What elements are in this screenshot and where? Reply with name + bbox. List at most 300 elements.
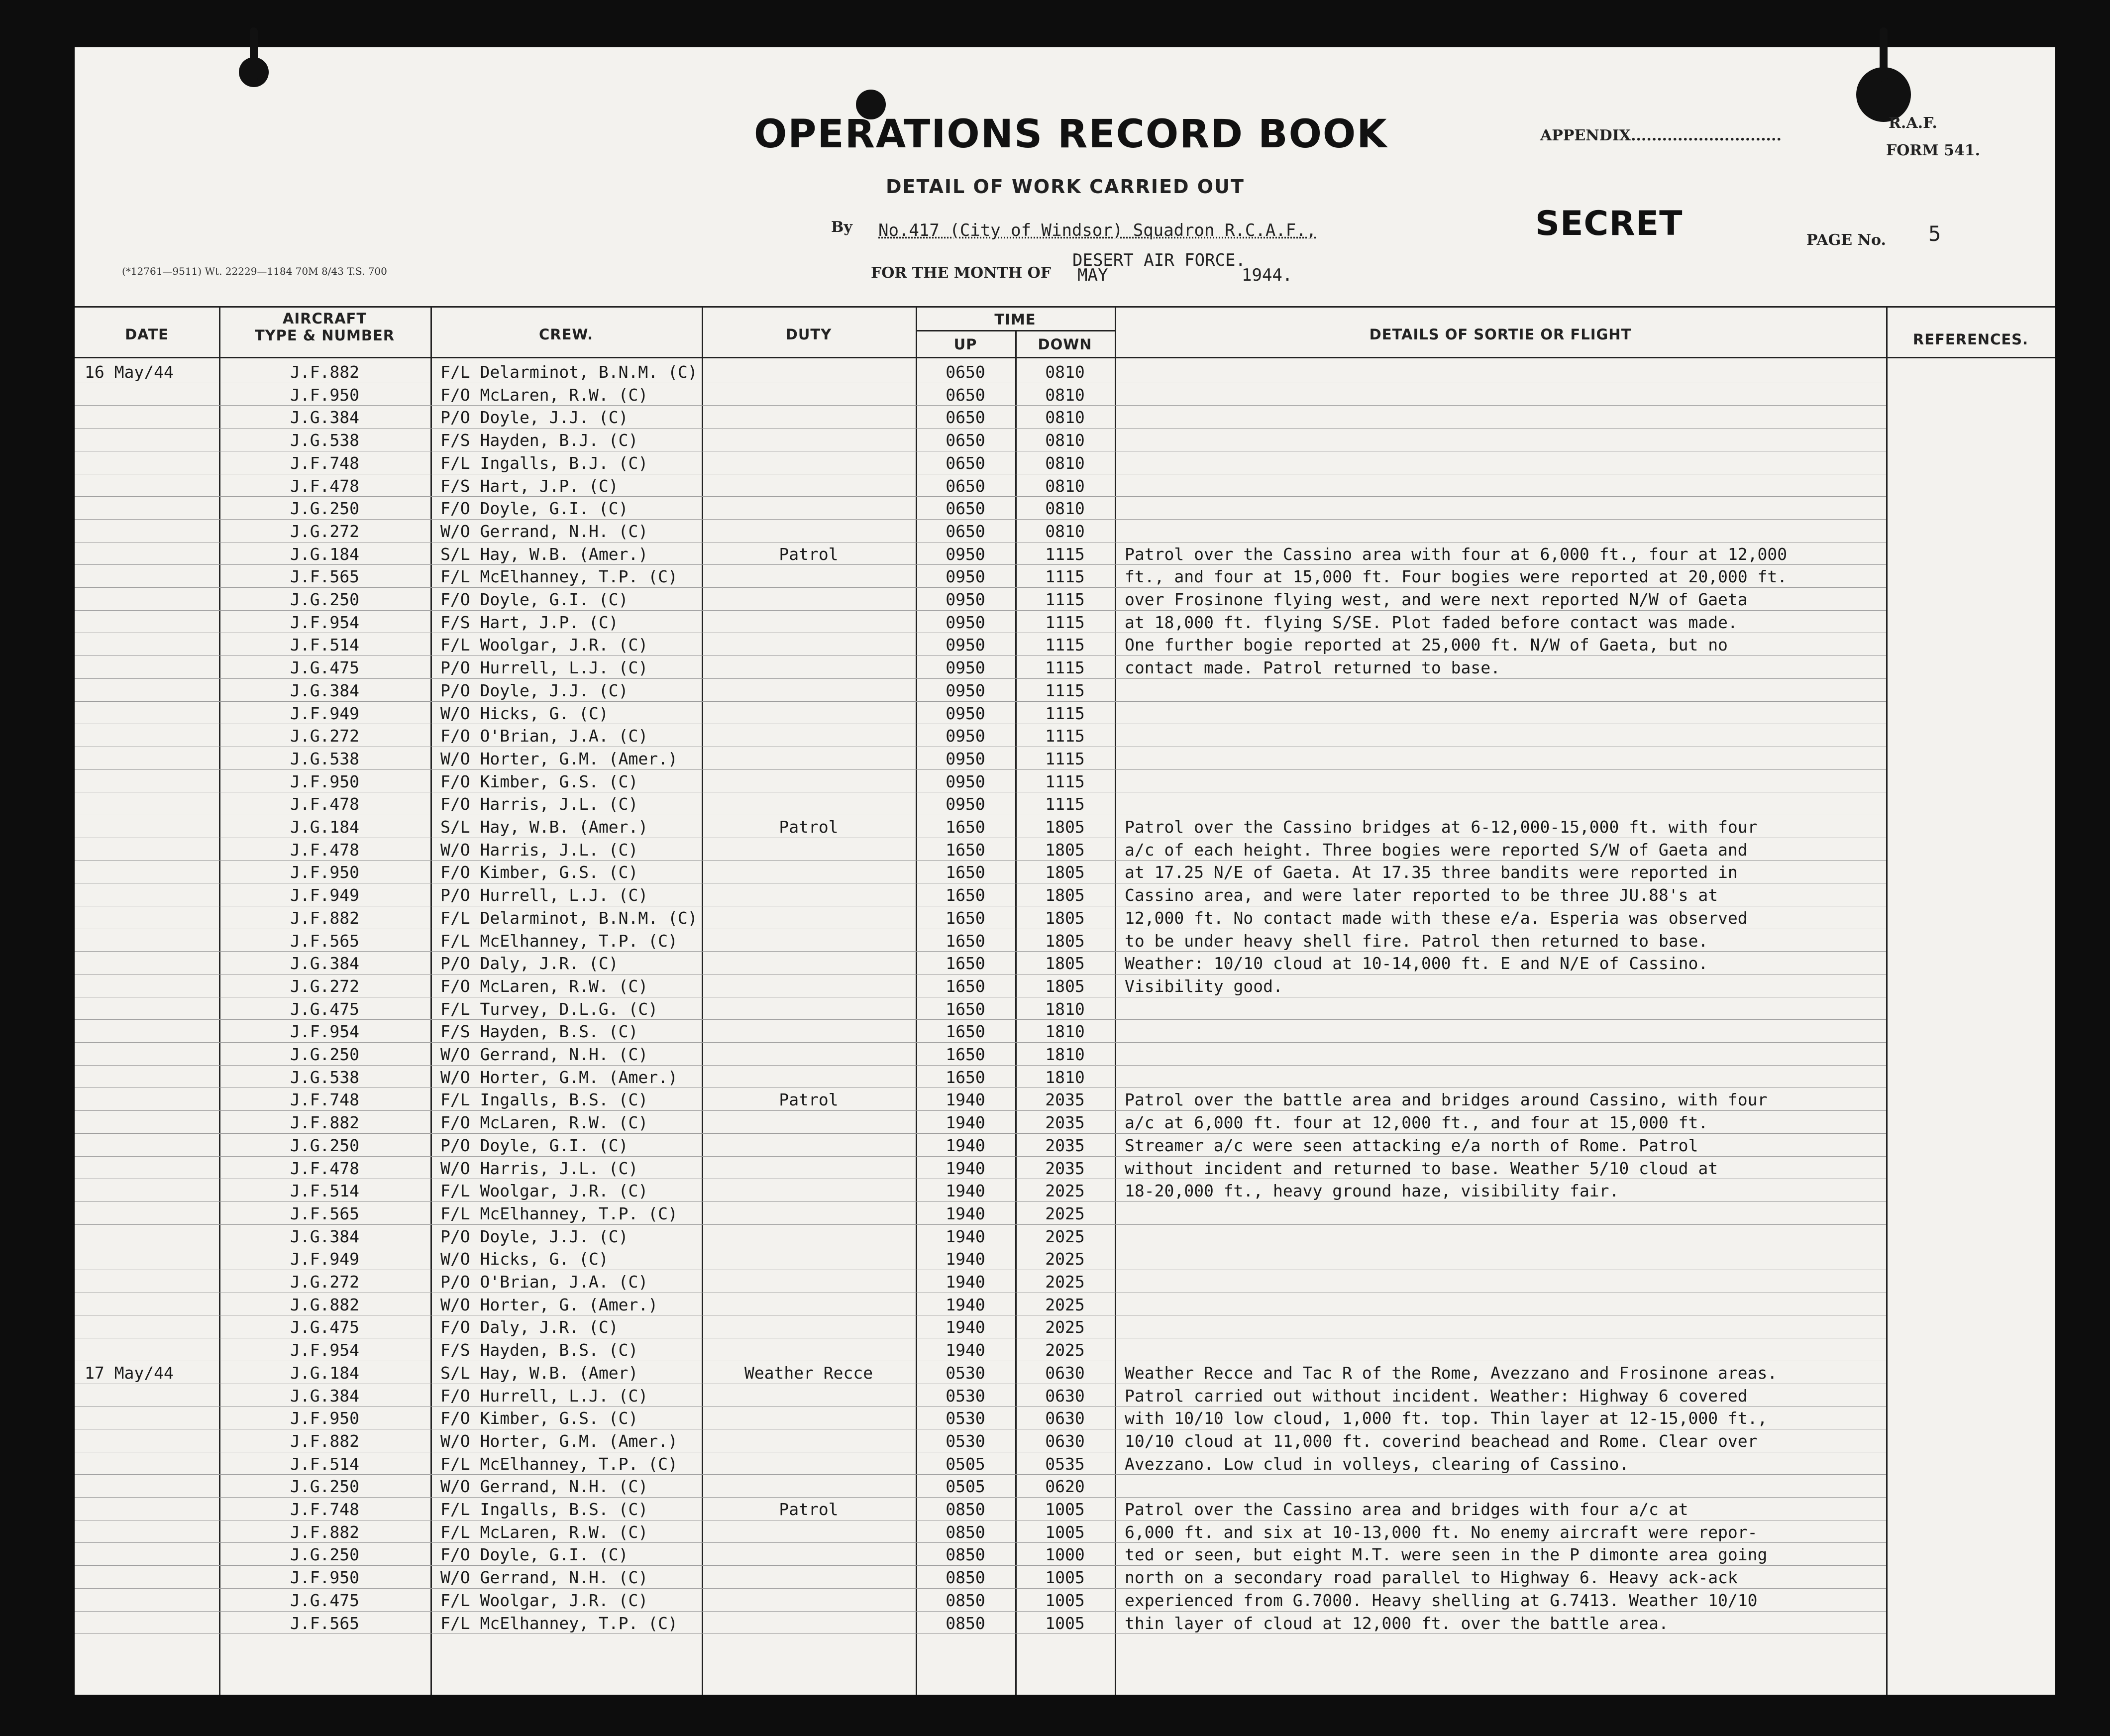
aircraft-cell: J.G.475	[290, 1590, 360, 1610]
form-title: OPERATIONS RECORD BOOK	[754, 112, 1388, 157]
aircraft-cell: J.G.250	[290, 1477, 360, 1497]
aircraft-cell: J.G.250	[290, 1045, 360, 1064]
time-down-cell: 1115	[1045, 771, 1085, 791]
aircraft-cell: J.F.478	[290, 1158, 360, 1178]
aircraft-cell: J.F.954	[290, 1022, 360, 1042]
aircraft-cell: J.F.478	[290, 840, 360, 860]
aircraft-cell: J.F.748	[290, 1090, 360, 1110]
crew-cell: F/O Kimber, G.S. (C)	[440, 863, 638, 882]
time-up-cell: 0950	[946, 749, 985, 768]
time-up-cell: 0650	[946, 476, 985, 496]
crew-cell: P/O Hurrell, L.J. (C)	[440, 658, 648, 678]
month-label: FOR THE MONTH OF	[871, 264, 1052, 282]
row-rule	[75, 1497, 1886, 1498]
col-header-duty: DUTY	[785, 326, 832, 343]
aircraft-cell: J.F.882	[290, 908, 360, 928]
time-down-cell: 1805	[1045, 908, 1085, 928]
time-down-cell: 2025	[1045, 1249, 1085, 1269]
aircraft-cell: J.F.478	[290, 476, 360, 496]
crew-cell: W/O Gerrand, N.H. (C)	[440, 1568, 648, 1588]
crew-cell: F/S Hayden, B.S. (C)	[440, 1340, 638, 1360]
detail-line: One further bogie reported at 25,000 ft. N/W of Gaeta, but no	[1125, 636, 1728, 654]
binder-pin	[1880, 27, 1888, 82]
time-up-cell: 1650	[946, 817, 985, 837]
detail-line: Weather Recce and Tac R of the Rome, Avezzano and Frosinone areas.	[1125, 1364, 1778, 1382]
crew-cell: F/O McLaren, R.W. (C)	[440, 976, 648, 996]
aircraft-cell: J.F.950	[290, 385, 360, 405]
time-down-cell: 1005	[1045, 1590, 1085, 1610]
time-up-cell: 1650	[946, 954, 985, 974]
aircraft-cell: J.F.949	[290, 703, 360, 723]
row-rule	[75, 1042, 1886, 1043]
crew-cell: F/S Hart, J.P. (C)	[440, 476, 619, 496]
time-up-cell: 1650	[946, 840, 985, 860]
time-down-cell: 2025	[1045, 1181, 1085, 1201]
detail-line: 18-20,000 ft., heavy ground haze, visibility fair.	[1125, 1182, 1619, 1200]
detail-line: Patrol over the Cassino bridges at 6-12,000-15,000 ft. with four	[1125, 818, 1758, 836]
crew-cell: W/O Horter, G.M. (Amer.)	[440, 1431, 678, 1451]
col-rule	[702, 306, 703, 1695]
row-rule	[75, 655, 1886, 656]
table-header-rule	[75, 357, 2055, 358]
time-up-cell: 0530	[946, 1386, 985, 1406]
crew-cell: F/L McElhanney, T.P. (C)	[440, 1454, 678, 1474]
time-down-cell: 0810	[1045, 362, 1085, 382]
aircraft-cell: J.F.882	[290, 1431, 360, 1451]
duty-cell: Weather Recce	[744, 1363, 873, 1383]
detail-line: north on a secondary road parallel to Highway 6. Heavy ack-ack	[1125, 1569, 1738, 1587]
time-down-cell: 1810	[1045, 1067, 1085, 1087]
duty-cell: Patrol	[779, 544, 839, 564]
aircraft-cell: J.G.475	[290, 999, 360, 1019]
binder-pin	[250, 27, 258, 82]
detail-line: ft., and four at 15,000 ft. Four bogies were reported at 20,000 ft.	[1125, 568, 1788, 586]
time-up-cell: 0530	[946, 1431, 985, 1451]
crew-cell: S/L Hay, W.B. (Amer)	[440, 1363, 638, 1383]
crew-cell: P/O Doyle, J.J. (C)	[440, 680, 629, 700]
detail-line: a/c at 6,000 ft. four at 12,000 ft., and four at 15,000 ft.	[1125, 1114, 1708, 1132]
time-up-cell: 0950	[946, 771, 985, 791]
time-up-cell: 1650	[946, 1067, 985, 1087]
time-up-cell: 0530	[946, 1409, 985, 1428]
time-down-cell: 1005	[1045, 1522, 1085, 1542]
col-rule	[430, 306, 432, 1695]
row-rule	[75, 405, 1886, 406]
col-header-date: DATE	[125, 326, 169, 343]
time-down-cell: 1810	[1045, 1045, 1085, 1064]
print-code: (*12761—9511) Wt. 22229—1184 70M 8/43 T.S. 700	[122, 265, 387, 277]
time-down-cell: 2035	[1045, 1135, 1085, 1155]
time-up-cell: 1650	[946, 863, 985, 882]
row-rule	[75, 1065, 1886, 1066]
time-down-cell: 0535	[1045, 1454, 1085, 1474]
detail-line: 10/10 cloud at 11,000 ft. coverind beachead and Rome. Clear over	[1125, 1432, 1758, 1450]
crew-cell: F/O Harris, J.L. (C)	[440, 794, 638, 814]
row-rule	[75, 1406, 1886, 1407]
aircraft-cell: J.G.250	[290, 499, 360, 519]
crew-cell: F/O Kimber, G.S. (C)	[440, 771, 638, 791]
detail-line: Weather: 10/10 cloud at 10-14,000 ft. E and N/E of Cassino.	[1125, 955, 1708, 973]
row-rule	[75, 1474, 1886, 1475]
year-value: 1944.	[1242, 265, 1293, 285]
by-label: By	[831, 218, 852, 236]
row-rule	[75, 1542, 1886, 1543]
aircraft-cell: J.G.250	[290, 590, 360, 609]
time-up-cell: 1940	[946, 1090, 985, 1110]
crew-cell: W/O Horter, G.M. (Amer.)	[440, 1067, 678, 1087]
aircraft-cell: J.G.384	[290, 1226, 360, 1246]
crew-cell: P/O Hurrell, L.J. (C)	[440, 885, 648, 905]
crew-cell: P/O Doyle, G.I. (C)	[440, 1135, 629, 1155]
aircraft-cell: J.G.250	[290, 1545, 360, 1565]
row-rule	[75, 1019, 1886, 1020]
time-down-cell: 0810	[1045, 385, 1085, 405]
aircraft-cell: J.F.748	[290, 1500, 360, 1519]
date-cell: 17 May/44	[85, 1363, 174, 1383]
time-down-cell: 0630	[1045, 1363, 1085, 1383]
detail-line: over Frosinone flying west, and were next reported N/W of Gaeta	[1125, 591, 1748, 609]
aircraft-cell: J.G.184	[290, 544, 360, 564]
time-up-cell: 1650	[946, 1022, 985, 1042]
crew-cell: W/O Horter, G.M. (Amer.)	[440, 749, 678, 768]
detail-line: to be under heavy shell fire. Patrol then returned to base.	[1125, 932, 1708, 950]
crew-cell: F/L Delarminot, B.N.M. (C)	[440, 362, 698, 382]
crew-cell: F/O Doyle, G.I. (C)	[440, 590, 629, 609]
row-rule	[75, 1224, 1886, 1225]
crew-cell: F/L McElhanney, T.P. (C)	[440, 1203, 678, 1223]
col-header-crew: CREW.	[538, 326, 594, 343]
time-up-cell: 1940	[946, 1249, 985, 1269]
time-down-cell: 1005	[1045, 1613, 1085, 1633]
time-down-cell: 2025	[1045, 1272, 1085, 1292]
detail-line: at 17.25 N/E of Gaeta. At 17.35 three bandits were reported in	[1125, 864, 1738, 882]
col-rule	[1115, 306, 1116, 1695]
detail-line: 6,000 ft. and six at 10-13,000 ft. No enemy aircraft were repor-	[1125, 1523, 1758, 1541]
aircraft-cell: J.F.950	[290, 771, 360, 791]
row-rule	[75, 428, 1886, 429]
crew-cell: F/O O'Brian, J.A. (C)	[440, 726, 648, 746]
table-top-rule	[75, 306, 2055, 308]
col-header-down: DOWN	[1038, 336, 1092, 353]
time-up-cell: 0950	[946, 703, 985, 723]
time-down-cell: 1805	[1045, 840, 1085, 860]
time-up-cell: 1650	[946, 931, 985, 951]
aircraft-cell: J.G.250	[290, 1135, 360, 1155]
aircraft-cell: J.F.949	[290, 885, 360, 905]
time-up-cell: 1940	[946, 1158, 985, 1178]
aircraft-cell: J.F.882	[290, 1113, 360, 1133]
aircraft-cell: J.F.565	[290, 1203, 360, 1223]
time-up-cell: 1940	[946, 1226, 985, 1246]
crew-cell: W/O Gerrand, N.H. (C)	[440, 1477, 648, 1497]
time-down-cell: 1805	[1045, 817, 1085, 837]
aircraft-cell: J.F.954	[290, 1340, 360, 1360]
crew-cell: W/O Gerrand, N.H. (C)	[440, 521, 648, 541]
row-rule	[75, 1156, 1886, 1157]
aircraft-cell: J.G.538	[290, 1067, 360, 1087]
time-up-cell: 0950	[946, 680, 985, 700]
crew-cell: F/O Doyle, G.I. (C)	[440, 499, 629, 519]
detail-line: with 10/10 low cloud, 1,000 ft. top. Thin layer at 12-15,000 ft.,	[1125, 1410, 1768, 1428]
aircraft-cell: J.F.950	[290, 1409, 360, 1428]
aircraft-cell: J.F.949	[290, 1249, 360, 1269]
row-rule	[75, 496, 1886, 497]
col-header-details: DETAILS OF SORTIE OR FLIGHT	[1369, 326, 1632, 343]
time-down-cell: 0810	[1045, 431, 1085, 450]
aircraft-cell: J.G.538	[290, 749, 360, 768]
time-down-cell: 1805	[1045, 976, 1085, 996]
detail-line: Patrol over the Cassino area and bridges with four a/c at	[1125, 1501, 1688, 1519]
crew-cell: F/L Ingalls, B.S. (C)	[440, 1090, 648, 1110]
aircraft-cell: J.G.384	[290, 680, 360, 700]
time-up-cell: 0950	[946, 794, 985, 814]
crew-cell: F/S Hart, J.P. (C)	[440, 612, 619, 632]
time-up-cell: 0850	[946, 1590, 985, 1610]
time-up-cell: 1940	[946, 1135, 985, 1155]
detail-line: Patrol over the Cassino area with four at 6,000 ft., four at 12,000	[1125, 545, 1788, 563]
time-down-cell: 1805	[1045, 885, 1085, 905]
time-down-cell: 1115	[1045, 680, 1085, 700]
aircraft-cell: J.G.272	[290, 976, 360, 996]
crew-cell: W/O Hicks, G. (C)	[440, 703, 609, 723]
time-down-cell: 1115	[1045, 612, 1085, 632]
col-rule	[1886, 306, 1888, 1695]
time-up-cell: 0950	[946, 726, 985, 746]
row-rule	[75, 769, 1886, 770]
time-up-cell: 1650	[946, 999, 985, 1019]
crew-cell: W/O Horter, G. (Amer.)	[440, 1295, 658, 1314]
aircraft-cell: J.F.882	[290, 362, 360, 382]
page-number: 5	[1928, 221, 1941, 246]
aircraft-cell: J.F.565	[290, 1613, 360, 1633]
row-rule	[75, 701, 1886, 702]
aircraft-cell: J.G.272	[290, 1272, 360, 1292]
time-up-cell: 0650	[946, 408, 985, 428]
crew-cell: F/O Doyle, G.I. (C)	[440, 1545, 629, 1565]
time-up-cell: 0950	[946, 658, 985, 678]
form-subtitle: DETAIL OF WORK CARRIED OUT	[886, 176, 1245, 198]
time-down-cell: 0630	[1045, 1431, 1085, 1451]
aircraft-cell: J.G.475	[290, 1317, 360, 1337]
time-down-cell: 0810	[1045, 453, 1085, 473]
time-down-cell: 0630	[1045, 1386, 1085, 1406]
detail-line: a/c of each height. Three bogies were reported S/W of Gaeta and	[1125, 841, 1748, 859]
aircraft-cell: J.F.514	[290, 1181, 360, 1201]
crew-cell: W/O Hicks, G. (C)	[440, 1249, 609, 1269]
time-down-cell: 1115	[1045, 590, 1085, 609]
row-rule	[75, 1588, 1886, 1589]
row-rule	[75, 564, 1886, 565]
crew-cell: P/O O'Brian, J.A. (C)	[440, 1272, 648, 1292]
time-up-cell: 0950	[946, 635, 985, 655]
time-down-cell: 2025	[1045, 1203, 1085, 1223]
time-down-cell: 1005	[1045, 1568, 1085, 1588]
form-number: FORM 541.	[1886, 142, 1981, 159]
time-down-cell: 2035	[1045, 1090, 1085, 1110]
time-down-cell: 1115	[1045, 635, 1085, 655]
aircraft-cell: J.F.514	[290, 1454, 360, 1474]
crew-cell: F/L Woolgar, J.R. (C)	[440, 1590, 648, 1610]
time-up-cell: 1940	[946, 1340, 985, 1360]
time-up-cell: 0950	[946, 612, 985, 632]
crew-cell: F/L Woolgar, J.R. (C)	[440, 635, 648, 655]
crew-cell: F/O Hurrell, L.J. (C)	[440, 1386, 648, 1406]
form-raf: R.A.F.	[1889, 114, 1937, 132]
aircraft-cell: J.F.950	[290, 1568, 360, 1588]
crew-cell: F/L Turvey, D.L.G. (C)	[440, 999, 658, 1019]
time-down-cell: 1805	[1045, 931, 1085, 951]
aircraft-cell: J.G.384	[290, 408, 360, 428]
aircraft-cell: J.F.954	[290, 612, 360, 632]
crew-cell: F/L Ingalls, B.J. (C)	[440, 453, 648, 473]
formation-name: DESERT AIR FORCE.	[1072, 250, 1246, 270]
col-header-up: UP	[953, 336, 977, 353]
squadron-name: No.417 (City of Windsor) Squadron R.C.A.F.,	[878, 220, 1317, 240]
time-down-cell: 0810	[1045, 408, 1085, 428]
col-header-time: TIME	[994, 311, 1036, 328]
time-down-cell: 0630	[1045, 1409, 1085, 1428]
row-rule	[75, 678, 1886, 679]
time-up-cell: 1650	[946, 885, 985, 905]
time-down-cell: 1115	[1045, 567, 1085, 587]
row-rule	[75, 951, 1886, 952]
time-up-cell: 0850	[946, 1522, 985, 1542]
aircraft-cell: J.G.384	[290, 1386, 360, 1406]
time-up-cell: 1940	[946, 1203, 985, 1223]
time-up-cell: 0650	[946, 431, 985, 450]
crew-cell: W/O Gerrand, N.H. (C)	[440, 1045, 648, 1064]
aircraft-cell: J.F.882	[290, 1522, 360, 1542]
col-header-aircraft: AIRCRAFT	[282, 310, 367, 327]
crew-cell: F/L Woolgar, J.R. (C)	[440, 1181, 648, 1201]
row-rule	[75, 1133, 1886, 1134]
time-up-cell: 1650	[946, 908, 985, 928]
record-page	[75, 47, 2055, 1695]
aircraft-cell: J.G.538	[290, 431, 360, 450]
detail-line: thin layer of cloud at 12,000 ft. over the battle area.	[1125, 1614, 1669, 1632]
time-down-cell: 1115	[1045, 794, 1085, 814]
time-up-cell: 0505	[946, 1477, 985, 1497]
aircraft-cell: J.G.184	[290, 817, 360, 837]
col-header-aircraft-type: TYPE & NUMBER	[254, 327, 395, 344]
aircraft-cell: J.F.565	[290, 931, 360, 951]
crew-cell: S/L Hay, W.B. (Amer.)	[440, 544, 648, 564]
time-down-cell: 1810	[1045, 999, 1085, 1019]
crew-cell: F/L McLaren, R.W. (C)	[440, 1522, 648, 1542]
row-rule	[75, 974, 1886, 975]
time-up-cell: 0505	[946, 1454, 985, 1474]
page-label: PAGE No.	[1806, 231, 1886, 249]
aircraft-cell: J.G.272	[290, 726, 360, 746]
row-rule	[75, 1611, 1886, 1612]
time-down-cell: 1805	[1045, 954, 1085, 974]
aircraft-cell: J.F.514	[290, 635, 360, 655]
time-up-cell: 0850	[946, 1613, 985, 1633]
aircraft-cell: J.G.882	[290, 1295, 360, 1314]
time-down-cell: 2035	[1045, 1158, 1085, 1178]
secret-stamp: SECRET	[1535, 204, 1683, 243]
time-down-cell: 2025	[1045, 1340, 1085, 1360]
time-up-cell: 0850	[946, 1545, 985, 1565]
time-down-cell: 1115	[1045, 749, 1085, 768]
row-rule	[75, 1565, 1886, 1566]
time-down-cell: 1805	[1045, 863, 1085, 882]
detail-line: ted or seen, but eight M.T. were seen in the P dimonte area going	[1125, 1546, 1768, 1564]
appendix-label: APPENDIX.............................	[1540, 127, 1782, 144]
time-down-cell: 2025	[1045, 1226, 1085, 1246]
time-down-cell: 1115	[1045, 703, 1085, 723]
crew-cell: F/O McLaren, R.W. (C)	[440, 1113, 648, 1133]
detail-line: Streamer a/c were seen attacking e/a north of Rome. Patrol	[1125, 1136, 1698, 1155]
time-up-cell: 0850	[946, 1568, 985, 1588]
crew-cell: F/L Ingalls, B.S. (C)	[440, 1500, 648, 1519]
detail-line: 12,000 ft. No contact made with these e/a. Esperia was observed	[1125, 909, 1748, 927]
row-rule	[75, 1087, 1886, 1088]
time-up-cell: 1940	[946, 1113, 985, 1133]
time-down-cell: 2025	[1045, 1295, 1085, 1314]
aircraft-cell: J.F.748	[290, 453, 360, 473]
detail-line: Patrol carried out without incident. Weather: Highway 6 covered	[1125, 1387, 1748, 1405]
time-down-cell: 0810	[1045, 476, 1085, 496]
time-up-cell: 0650	[946, 499, 985, 519]
time-down-cell: 2035	[1045, 1113, 1085, 1133]
crew-cell: F/L McElhanney, T.P. (C)	[440, 567, 678, 587]
time-down-cell: 1115	[1045, 726, 1085, 746]
detail-line: Cassino area, and were later reported to be three JU.88's at	[1125, 886, 1718, 905]
crew-cell: P/O Doyle, J.J. (C)	[440, 1226, 629, 1246]
time-down-cell: 1810	[1045, 1022, 1085, 1042]
time-down-cell: 0620	[1045, 1477, 1085, 1497]
time-up-cell: 0530	[946, 1363, 985, 1383]
time-up-cell: 0950	[946, 567, 985, 587]
duty-cell: Patrol	[779, 1500, 839, 1519]
aircraft-cell: J.G.475	[290, 658, 360, 678]
crew-cell: F/S Hayden, B.S. (C)	[440, 1022, 638, 1042]
detail-line: Avezzano. Low clud in volleys, clearing of Cassino.	[1125, 1455, 1629, 1473]
time-up-cell: 0650	[946, 453, 985, 473]
aircraft-cell: J.F.950	[290, 863, 360, 882]
crew-cell: F/L McElhanney, T.P. (C)	[440, 1613, 678, 1633]
time-up-cell: 0950	[946, 590, 985, 609]
crew-cell: W/O Harris, J.L. (C)	[440, 840, 638, 860]
row-rule	[75, 587, 1886, 588]
col-header-references: REFERENCES.	[1912, 331, 2029, 348]
time-up-cell: 1940	[946, 1295, 985, 1314]
detail-line: Patrol over the battle area and bridges around Cassino, with four	[1125, 1091, 1768, 1109]
aircraft-cell: J.G.184	[290, 1363, 360, 1383]
detail-line: Visibility good.	[1125, 977, 1283, 995]
row-rule	[75, 860, 1886, 861]
time-up-cell: 1650	[946, 976, 985, 996]
aircraft-cell: J.F.565	[290, 567, 360, 587]
time-up-cell: 1940	[946, 1317, 985, 1337]
detail-line: contact made. Patrol returned to base.	[1125, 659, 1500, 677]
detail-line: at 18,000 ft. flying S/SE. Plot faded before contact was made.	[1125, 613, 1738, 632]
time-down-cell: 1005	[1045, 1500, 1085, 1519]
time-up-cell: 1940	[946, 1272, 985, 1292]
row-rule	[75, 1201, 1886, 1202]
crew-cell: P/O Doyle, J.J. (C)	[440, 408, 629, 428]
crew-cell: F/L McElhanney, T.P. (C)	[440, 931, 678, 951]
detail-line: experienced from G.7000. Heavy shelling at G.7413. Weather 10/10	[1125, 1591, 1758, 1610]
crew-cell: F/L Delarminot, B.N.M. (C)	[440, 908, 698, 928]
month-value: MAY	[1077, 265, 1108, 285]
crew-cell: P/O Daly, J.R. (C)	[440, 954, 619, 974]
time-down-cell: 1115	[1045, 658, 1085, 678]
aircraft-cell: J.G.384	[290, 954, 360, 974]
aircraft-cell: J.F.478	[290, 794, 360, 814]
time-down-cell: 2025	[1045, 1317, 1085, 1337]
